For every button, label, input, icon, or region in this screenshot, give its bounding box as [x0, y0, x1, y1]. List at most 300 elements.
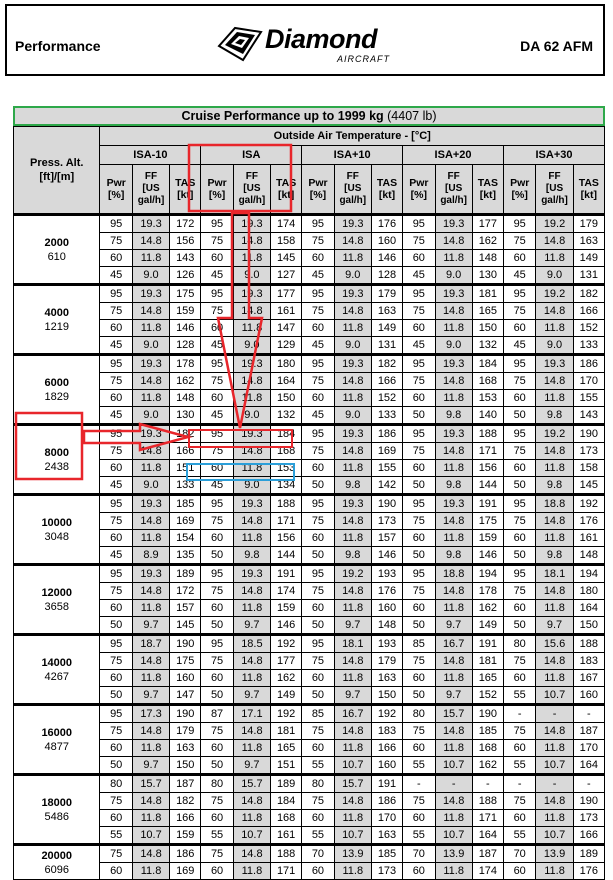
- pwr-cell: 55: [302, 757, 334, 775]
- ff-cell: 10.7: [334, 757, 371, 775]
- ff-subheader-line: FF: [346, 171, 359, 182]
- pwr-cell: 45: [201, 407, 233, 425]
- pwr-cell: 75: [201, 793, 233, 810]
- tas-cell: 158: [271, 233, 302, 250]
- ff-cell: 9.0: [132, 477, 169, 495]
- tas-cell: 142: [371, 477, 402, 495]
- ff-cell: 11.8: [233, 320, 270, 337]
- tas-cell: 161: [271, 827, 302, 845]
- ff-cell: 11.8: [132, 810, 169, 827]
- table-row: [14, 565, 605, 583]
- pwr-cell: 95: [201, 215, 233, 233]
- tas-cell: 190: [170, 705, 201, 723]
- ff-cell: 11.8: [435, 810, 472, 827]
- tas-cell: 167: [573, 670, 604, 687]
- tas-cell: 185: [371, 845, 402, 863]
- pwr-cell: 75: [201, 583, 233, 600]
- tas-cell: 133: [371, 407, 402, 425]
- pwr-cell: 60: [201, 460, 233, 477]
- tas-cell: 148: [170, 390, 201, 407]
- tas-cell: 188: [573, 635, 604, 653]
- tas-cell: 188: [271, 845, 302, 863]
- tas-subheader: [371, 165, 402, 215]
- pwr-cell: 60: [201, 390, 233, 407]
- ff-cell: 9.0: [334, 407, 371, 425]
- ff-cell: 19.3: [132, 285, 169, 303]
- altitude-cell: [14, 285, 100, 355]
- isa-column-header: ISA-10: [100, 146, 201, 165]
- pwr-cell: 45: [503, 267, 535, 285]
- pwr-cell: 95: [302, 285, 334, 303]
- ff-cell: 9.7: [435, 687, 472, 705]
- table-row: [14, 337, 605, 355]
- tas-cell: 145: [573, 477, 604, 495]
- ff-cell: 14.8: [334, 303, 371, 320]
- tas-cell: 178: [170, 355, 201, 373]
- tas-cell: 182: [573, 285, 604, 303]
- tas-cell: 179: [573, 215, 604, 233]
- tas-cell: 194: [472, 565, 503, 583]
- ff-cell: 14.8: [132, 513, 169, 530]
- tas-cell: 151: [271, 757, 302, 775]
- ff-cell: 11.8: [435, 390, 472, 407]
- tas-cell: 146: [371, 547, 402, 565]
- tas-cell: 156: [472, 460, 503, 477]
- pwr-cell: 45: [302, 407, 334, 425]
- ff-cell: 11.8: [435, 600, 472, 617]
- pwr-cell: 75: [403, 583, 435, 600]
- pwr-cell: 55: [403, 757, 435, 775]
- pwr-cell: 60: [100, 740, 132, 757]
- ff-cell: 14.8: [132, 303, 169, 320]
- tas-cell: 150: [271, 390, 302, 407]
- table-row: [14, 250, 605, 267]
- ff-cell: 19.3: [435, 495, 472, 513]
- tas-cell: 177: [271, 285, 302, 303]
- ff-cell: 11.8: [334, 530, 371, 547]
- pwr-cell: 55: [503, 757, 535, 775]
- pwr-cell: 75: [302, 373, 334, 390]
- ff-cell: 11.8: [334, 863, 371, 880]
- pwr-cell: 95: [403, 285, 435, 303]
- tas-cell: 190: [573, 793, 604, 810]
- ff-cell: 14.8: [334, 583, 371, 600]
- pwr-cell: 95: [302, 355, 334, 373]
- ff-cell: 11.8: [536, 600, 573, 617]
- tas-subheader: [472, 165, 503, 215]
- tas-cell: 181: [472, 653, 503, 670]
- pwr-cell: 60: [100, 530, 132, 547]
- tas-cell: 152: [573, 320, 604, 337]
- tas-cell: 194: [573, 565, 604, 583]
- tas-cell: 184: [271, 425, 302, 443]
- table-title: [13, 106, 605, 126]
- ff-cell: 14.8: [233, 723, 270, 740]
- altitude-meters: 6096: [44, 863, 69, 876]
- tas-cell: 183: [573, 653, 604, 670]
- ff-cell: 14.8: [435, 233, 472, 250]
- altitude-cell: [14, 705, 100, 775]
- tas-cell: 190: [371, 495, 402, 513]
- ff-cell: 11.8: [334, 460, 371, 477]
- pwr-cell: 75: [302, 233, 334, 250]
- tas-cell: 169: [170, 863, 201, 880]
- pwr-cell: 50: [403, 617, 435, 635]
- ff-cell: 11.8: [233, 810, 270, 827]
- ff-cell: 11.8: [334, 250, 371, 267]
- ff-cell: 11.8: [435, 530, 472, 547]
- pwr-cell: 50: [100, 687, 132, 705]
- table-row: [14, 513, 605, 530]
- ff-cell: 18.7: [132, 635, 169, 653]
- tas-subheader-line: [kt]: [580, 189, 597, 201]
- pwr-cell: 60: [503, 250, 535, 267]
- tas-cell: 126: [170, 267, 201, 285]
- pwr-cell: 75: [503, 233, 535, 250]
- ff-cell: 9.7: [334, 687, 371, 705]
- tas-cell: 183: [371, 723, 402, 740]
- pwr-cell: 45: [100, 477, 132, 495]
- table-row: [14, 723, 605, 740]
- table-row: [14, 267, 605, 285]
- pwr-subheader-line: Pwr: [207, 177, 227, 189]
- pwr-cell: 95: [503, 285, 535, 303]
- tas-cell: 180: [271, 355, 302, 373]
- table-row: [14, 443, 605, 460]
- tas-cell: 170: [573, 373, 604, 390]
- tas-cell: 173: [371, 513, 402, 530]
- tas-cell: 130: [170, 407, 201, 425]
- ff-cell: 11.8: [334, 600, 371, 617]
- tas-cell: 190: [573, 425, 604, 443]
- tas-cell: 162: [472, 757, 503, 775]
- tas-cell: 180: [573, 583, 604, 600]
- tas-cell: 166: [371, 373, 402, 390]
- pwr-cell: 75: [100, 443, 132, 460]
- tas-cell: 191: [472, 635, 503, 653]
- pwr-cell: 95: [302, 635, 334, 653]
- pwr-subheader: [403, 165, 435, 215]
- ff-cell: 15.7: [435, 705, 472, 723]
- pwr-cell: 50: [201, 617, 233, 635]
- tas-cell: 130: [472, 267, 503, 285]
- ff-cell: 14.8: [536, 793, 573, 810]
- ff-cell: 14.8: [334, 233, 371, 250]
- altitude-meters: 2438: [44, 460, 69, 473]
- tas-cell: 149: [371, 320, 402, 337]
- ff-cell: 19.3: [334, 425, 371, 443]
- pwr-cell: 60: [403, 863, 435, 880]
- pwr-cell: 50: [201, 547, 233, 565]
- pwr-cell: 95: [100, 215, 132, 233]
- tas-cell: 188: [271, 495, 302, 513]
- tas-cell: 173: [573, 810, 604, 827]
- tas-cell: 175: [472, 513, 503, 530]
- pwr-cell: 60: [403, 250, 435, 267]
- pwr-cell: 75: [201, 723, 233, 740]
- ff-cell: 14.8: [334, 793, 371, 810]
- ff-cell: 11.8: [233, 670, 270, 687]
- pwr-cell: 60: [503, 863, 535, 880]
- ff-cell: 13.9: [536, 845, 573, 863]
- ff-cell: 9.8: [536, 547, 573, 565]
- pwr-cell: 95: [503, 425, 535, 443]
- pwr-subheader: [100, 165, 132, 215]
- ff-cell: 9.8: [334, 477, 371, 495]
- pwr-cell: 75: [403, 373, 435, 390]
- tas-cell: 150: [170, 757, 201, 775]
- ff-cell: 11.8: [536, 863, 573, 880]
- pwr-cell: 60: [403, 740, 435, 757]
- tas-cell: 144: [472, 477, 503, 495]
- ff-cell: 14.8: [233, 793, 270, 810]
- tas-cell: 189: [170, 565, 201, 583]
- pwr-cell: 95: [100, 285, 132, 303]
- ff-cell: 8.9: [132, 547, 169, 565]
- ff-cell: 9.8: [435, 477, 472, 495]
- pwr-cell: 60: [201, 600, 233, 617]
- pwr-cell: 60: [302, 320, 334, 337]
- pwr-cell: 50: [302, 617, 334, 635]
- tas-cell: 135: [170, 547, 201, 565]
- altitude-feet: 2000: [44, 236, 69, 249]
- tas-cell: 159: [271, 600, 302, 617]
- pwr-cell: 95: [403, 495, 435, 513]
- pwr-cell: 50: [302, 547, 334, 565]
- table-row: [14, 320, 605, 337]
- pwr-cell: 80: [201, 775, 233, 793]
- table-title-unit: (4407 lb): [387, 109, 437, 123]
- pwr-cell: 75: [302, 653, 334, 670]
- pwr-cell: 80: [100, 775, 132, 793]
- ff-subheader-line: [US: [344, 183, 362, 194]
- table-row: [14, 407, 605, 425]
- ff-cell: 19.3: [435, 355, 472, 373]
- pwr-cell: 45: [201, 337, 233, 355]
- pwr-cell: 75: [403, 443, 435, 460]
- ff-cell: 9.7: [334, 617, 371, 635]
- tas-cell: 140: [472, 407, 503, 425]
- tas-cell: 181: [271, 723, 302, 740]
- tas-cell: 191: [271, 565, 302, 583]
- pwr-cell: 50: [201, 687, 233, 705]
- ff-cell: 19.3: [233, 425, 270, 443]
- pwr-cell: 75: [403, 513, 435, 530]
- altitude-feet: 20000: [41, 849, 73, 862]
- cruise-performance-table: [13, 126, 605, 880]
- tas-cell: 156: [271, 530, 302, 547]
- ff-cell: 9.8: [435, 407, 472, 425]
- pwr-cell: 60: [503, 390, 535, 407]
- ff-cell: 14.8: [536, 303, 573, 320]
- tas-cell: 192: [573, 495, 604, 513]
- ff-cell: 14.8: [233, 233, 270, 250]
- pwr-cell: 75: [302, 723, 334, 740]
- ff-cell: 14.8: [536, 583, 573, 600]
- ff-cell: 13.9: [334, 845, 371, 863]
- tas-subheader-line: TAS: [175, 177, 196, 189]
- tas-cell: 160: [170, 670, 201, 687]
- tas-cell: 147: [271, 320, 302, 337]
- tas-cell: 187: [472, 845, 503, 863]
- ff-subheader-line: FF: [245, 171, 258, 182]
- pwr-cell: 95: [302, 425, 334, 443]
- tas-cell: 186: [371, 793, 402, 810]
- tas-cell: 186: [573, 355, 604, 373]
- ff-cell: 11.8: [536, 670, 573, 687]
- pwr-cell: 95: [503, 355, 535, 373]
- tas-cell: -: [573, 705, 604, 723]
- pwr-cell: 60: [503, 600, 535, 617]
- tas-cell: 156: [170, 233, 201, 250]
- pwr-cell: 75: [302, 303, 334, 320]
- tas-cell: 170: [573, 740, 604, 757]
- tas-cell: 163: [170, 740, 201, 757]
- tas-cell: 146: [271, 617, 302, 635]
- altitude-feet: 6000: [44, 376, 69, 389]
- table-row: [14, 583, 605, 600]
- pwr-subheader-line: [%]: [208, 189, 226, 201]
- pwr-cell: 60: [201, 810, 233, 827]
- table-row: [14, 653, 605, 670]
- pwr-subheader-line: [%]: [511, 189, 528, 201]
- ff-cell: 11.8: [435, 460, 472, 477]
- pwr-cell: 50: [503, 617, 535, 635]
- tas-cell: 179: [371, 285, 402, 303]
- pwr-cell: 60: [403, 600, 435, 617]
- tas-cell: 185: [170, 495, 201, 513]
- ff-subheader-line: gal/h]: [339, 195, 367, 206]
- tas-cell: 173: [371, 863, 402, 880]
- pwr-cell: -: [503, 775, 535, 793]
- ff-subheader-line: gal/h]: [238, 195, 266, 206]
- tas-cell: 186: [371, 425, 402, 443]
- tas-cell: 153: [271, 460, 302, 477]
- table-row: [14, 373, 605, 390]
- table-row: [14, 390, 605, 407]
- tas-cell: 159: [472, 530, 503, 547]
- pwr-cell: 60: [403, 320, 435, 337]
- pwr-cell: 95: [403, 565, 435, 583]
- pwr-cell: 70: [302, 845, 334, 863]
- ff-cell: 14.8: [233, 583, 270, 600]
- ff-subheader: [435, 165, 472, 215]
- pwr-cell: 75: [403, 303, 435, 320]
- tas-cell: 150: [472, 320, 503, 337]
- pwr-cell: 45: [201, 477, 233, 495]
- ff-subheader-line: FF: [144, 171, 158, 182]
- ff-subheader-line: [US: [545, 183, 564, 194]
- table-row: [14, 687, 605, 705]
- tas-cell: 165: [472, 303, 503, 320]
- pwr-cell: 95: [201, 495, 233, 513]
- tas-cell: 174: [271, 215, 302, 233]
- table-row: [14, 775, 605, 793]
- tas-cell: 149: [573, 250, 604, 267]
- ff-cell: 9.8: [435, 547, 472, 565]
- pwr-cell: 95: [100, 635, 132, 653]
- ff-cell: 18.1: [536, 565, 573, 583]
- tas-cell: 143: [573, 407, 604, 425]
- pwr-cell: 60: [201, 530, 233, 547]
- pwr-cell: 70: [403, 845, 435, 863]
- tas-cell: 175: [170, 653, 201, 670]
- tas-cell: 169: [170, 513, 201, 530]
- tas-cell: 190: [170, 635, 201, 653]
- pwr-cell: 75: [201, 303, 233, 320]
- pwr-cell: 95: [403, 215, 435, 233]
- pwr-cell: 95: [503, 565, 535, 583]
- ff-cell: 19.3: [334, 355, 371, 373]
- ff-cell: 14.8: [334, 373, 371, 390]
- ff-cell: 11.8: [536, 250, 573, 267]
- table-row: [14, 285, 605, 303]
- tas-cell: 151: [170, 460, 201, 477]
- pwr-cell: 60: [503, 530, 535, 547]
- pwr-cell: 55: [503, 687, 535, 705]
- tas-cell: 148: [472, 250, 503, 267]
- tas-cell: 155: [573, 390, 604, 407]
- pwr-cell: 60: [201, 670, 233, 687]
- pwr-cell: 95: [302, 565, 334, 583]
- tas-cell: 186: [170, 845, 201, 863]
- ff-cell: 19.3: [233, 565, 270, 583]
- pwr-cell: 60: [503, 810, 535, 827]
- table-row: [14, 705, 605, 723]
- tas-cell: 131: [371, 337, 402, 355]
- diamond-aircraft-logo: [217, 24, 417, 70]
- pwr-cell: 60: [100, 320, 132, 337]
- pwr-cell: 75: [302, 583, 334, 600]
- ff-cell: 10.7: [536, 687, 573, 705]
- ff-cell: 19.3: [334, 285, 371, 303]
- isa-column-header: ISA+10: [302, 146, 403, 165]
- pwr-cell: 50: [302, 687, 334, 705]
- pwr-cell: 60: [302, 460, 334, 477]
- table-row: [14, 355, 605, 373]
- pwr-cell: 95: [403, 425, 435, 443]
- tas-cell: 161: [271, 303, 302, 320]
- pwr-cell: 45: [201, 267, 233, 285]
- ff-cell: 9.0: [233, 407, 270, 425]
- tas-cell: 144: [271, 547, 302, 565]
- ff-cell: 11.8: [132, 390, 169, 407]
- tas-cell: 168: [271, 810, 302, 827]
- ff-cell: 19.3: [536, 355, 573, 373]
- pwr-subheader-line: Pwr: [409, 177, 429, 189]
- table-row: [14, 547, 605, 565]
- ff-cell: 19.3: [233, 495, 270, 513]
- ff-subheader-line: FF: [548, 171, 561, 182]
- tas-cell: 190: [472, 705, 503, 723]
- ff-cell: 14.8: [233, 513, 270, 530]
- table-row: [14, 635, 605, 653]
- tas-cell: 176: [371, 583, 402, 600]
- tas-cell: 165: [472, 670, 503, 687]
- altitude-column-header: [14, 127, 100, 215]
- pwr-cell: 75: [403, 653, 435, 670]
- tas-cell: 189: [573, 845, 604, 863]
- tas-cell: 171: [271, 863, 302, 880]
- ff-cell: 11.8: [536, 810, 573, 827]
- ff-cell: 19.2: [536, 285, 573, 303]
- ff-subheader: [334, 165, 371, 215]
- tas-cell: 171: [271, 513, 302, 530]
- ff-cell: -: [435, 775, 472, 793]
- altitude-header-label: Press. Alt.: [30, 157, 84, 169]
- ff-cell: 14.8: [435, 513, 472, 530]
- tas-cell: 147: [170, 687, 201, 705]
